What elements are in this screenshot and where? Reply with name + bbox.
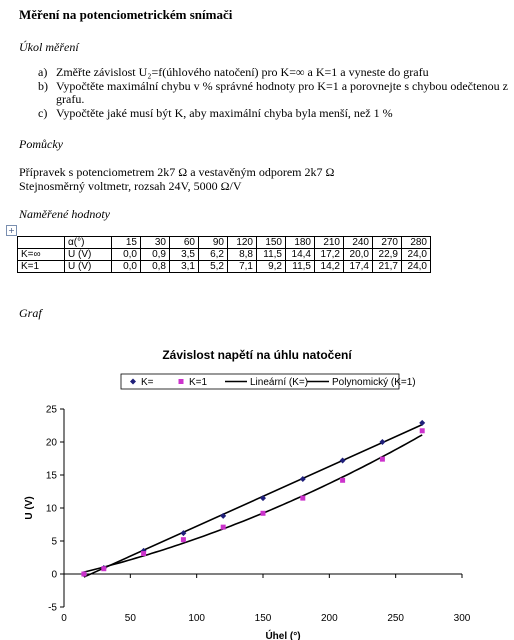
data-point-k1 (340, 478, 345, 483)
table-cell: 210 (315, 237, 344, 249)
tools-line: Stejnosměrný voltmetr, rozsah 24V, 5000 Ω/V (19, 179, 242, 193)
table-cell: 90 (199, 237, 228, 249)
y-tick-label: 20 (45, 437, 57, 449)
x-tick-label: 100 (188, 613, 206, 624)
table-cell: 3,1 (170, 261, 199, 273)
table-cell: 0,9 (141, 249, 170, 261)
legend-label: Polynomický (K=1) (332, 377, 416, 388)
table-cell: 0,8 (141, 261, 170, 273)
table-cell: U (V) (65, 249, 112, 261)
table-cell: 3,5 (170, 249, 199, 261)
task-heading: Úkol měření (19, 40, 79, 54)
table-cell: 280 (402, 237, 431, 249)
task-item-c (38, 107, 508, 121)
table-cell: 24,0 (402, 249, 431, 261)
table-cell: K=∞ (18, 249, 65, 261)
data-point-k1 (261, 511, 266, 516)
table-cell: 11,5 (257, 249, 286, 261)
y-axis-label: U (V) (24, 496, 35, 520)
task-text: Vypočtěte maximální chybu v % správné hodnoty pro K=1 a porovnejte s chybou odečtenou z grafu. (56, 78, 508, 106)
table-cell: 24,0 (402, 261, 431, 273)
task-item-a (38, 66, 508, 80)
task-label: a) (38, 65, 48, 79)
table-cell: K=1 (18, 261, 65, 273)
table-cell: 6,2 (199, 249, 228, 261)
table-cell: 240 (344, 237, 373, 249)
table-cell: 21,7 (373, 261, 402, 273)
tools-heading: Pomůcky (19, 137, 63, 151)
table-cell: U (V) (65, 261, 112, 273)
x-tick-label: 50 (124, 613, 136, 624)
x-tick-label: 200 (320, 613, 338, 624)
data-point-k1 (300, 496, 305, 501)
table-cell: 14,2 (315, 261, 344, 273)
data-point-k1 (221, 525, 226, 530)
table-cell: 15 (112, 237, 141, 249)
graph-heading: Graf (19, 306, 42, 320)
table-cell: 17,2 (315, 249, 344, 261)
data-point-k1 (420, 428, 425, 433)
table-cell: α(°) (65, 237, 112, 249)
task-item-b (38, 80, 508, 107)
table-cell: 270 (373, 237, 402, 249)
y-tick-label: 25 (45, 404, 57, 416)
x-tick-label: 150 (254, 613, 272, 624)
table-cell: 5,2 (199, 261, 228, 273)
task-text: Změřte závislost U₂=f(úhlového natočení) pro K=∞ a K=1 a vyneste do grafu (56, 65, 429, 79)
task-text: Vypočtěte jaké musí být K, aby maximální chyba byla menší, než 1 % (56, 105, 393, 120)
legend-label: K=1 (189, 377, 208, 388)
table-cell: 17,4 (344, 261, 373, 273)
legend-label: Lineární (K=) (250, 377, 309, 388)
y-tick-label: 0 (51, 569, 57, 581)
tools-line: Přípravek s potenciometrem 2k7 Ω a vestavěným odporem 2k7 Ω (19, 165, 335, 179)
table-cell: 20,0 (344, 249, 373, 261)
table-row (18, 249, 431, 261)
x-tick-label: 0 (61, 613, 67, 624)
table-cell: 7,1 (228, 261, 257, 273)
chart-title: Závislost napětí na úhlu natočení (162, 348, 352, 362)
y-tick-label: 10 (45, 503, 57, 515)
y-tick-label: 15 (45, 470, 57, 482)
table-cell: 9,2 (257, 261, 286, 273)
table-cell: 11,5 (286, 261, 315, 273)
x-tick-label: 250 (387, 613, 405, 624)
table-cell: 22,9 (373, 249, 402, 261)
data-point-k1 (181, 537, 186, 542)
table-cell: 120 (228, 237, 257, 249)
measured-heading: Naměřené hodnoty (19, 207, 110, 221)
y-tick-label: -5 (48, 602, 57, 614)
data-point-k1 (141, 551, 146, 556)
data-point-k1 (380, 457, 385, 462)
table-cell (18, 237, 65, 249)
trendline-polynomial (84, 435, 422, 572)
table-cell: 180 (286, 237, 315, 249)
data-point-kinf (340, 457, 346, 463)
table-cell: 8,8 (228, 249, 257, 261)
data-point-k1 (81, 572, 86, 577)
task-list (38, 66, 508, 120)
document-title: Měření na potenciometrickém snímači (19, 7, 233, 22)
table-cell: 0,0 (112, 249, 141, 261)
table-row (18, 261, 431, 273)
x-axis-label: Úhel (°) (265, 631, 301, 640)
chart (0, 360, 514, 640)
legend-label: K= (141, 377, 154, 388)
table-cell: 60 (170, 237, 199, 249)
legend-marker-k1 (179, 379, 184, 384)
measurement-table (17, 236, 431, 273)
task-label: c) (38, 105, 48, 120)
task-label: b) (38, 78, 48, 93)
table-cell: 30 (141, 237, 170, 249)
y-tick-label: 5 (51, 536, 57, 548)
trendline-linear (84, 425, 422, 577)
table-header-row (18, 237, 431, 249)
table-cell: 14,4 (286, 249, 315, 261)
table-cell: 150 (257, 237, 286, 249)
x-tick-label: 300 (453, 613, 471, 624)
table-cell: 0,0 (112, 261, 141, 273)
table-move-handle[interactable]: + (6, 225, 17, 236)
data-point-k1 (101, 566, 106, 571)
